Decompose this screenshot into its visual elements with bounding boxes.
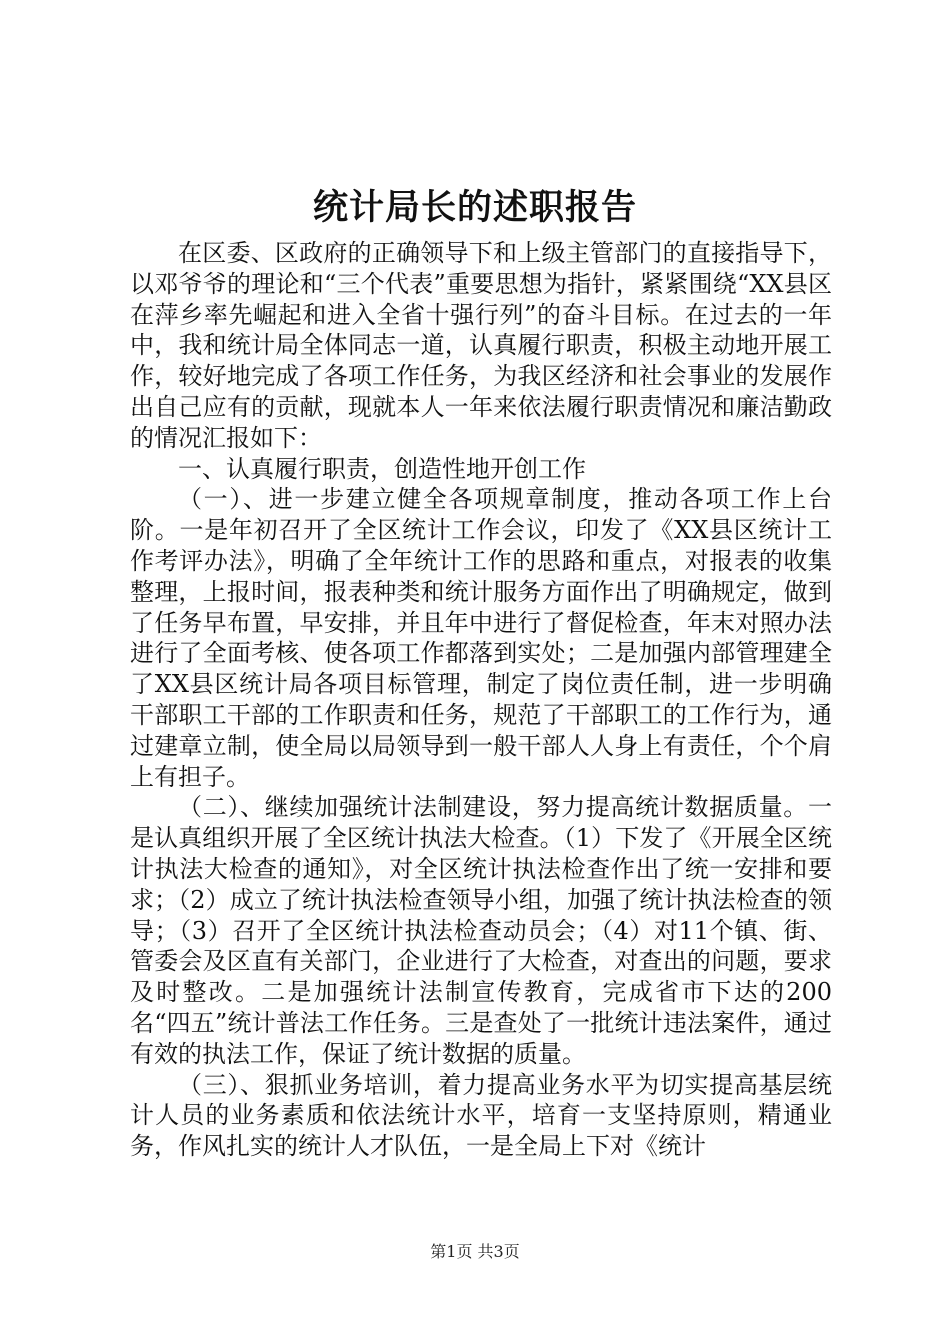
paragraph-section-1-3: （三）、狠抓业务培训，着力提高业务水平为切实提高基层统计人员的业务素质和依法统计水平，培育一支坚持原则，精通业务，作风扎实的统计人才队伍，一是全局上下对《统计 (130, 1070, 832, 1161)
document-body (130, 238, 832, 1162)
document-title: 统计局长的述职报告 (312, 187, 637, 228)
paragraph-section-1-1: （一）、进一步建立健全各项规章制度，推动各项工作上台阶。一是年初召开了全区统计工作会议，印发了《XX县区统计工作考评办法》，明确了全年统计工作的思路和重点，对报表的收集整理，上报时间，报表种类和统计服务方面作出了明确规定，做到了任务早布置，早安排，并且年中进行了督促检查，年末对照办法进行了全面考核、使各项工作都落到实处；二是加强内部管理建全了XX县区统计局各项目标管理，制定了岗位责任制，进一步明确干部职工干部的工作职责和任务，规范了干部职工的工作行为，通过建章立制，使全局以局领导到一般干部人人身上有责任，个个肩上有担子。 (130, 485, 832, 791)
page-number-footer: 第1页 共3页 (430, 1242, 520, 1261)
paragraph-section-1-2: （二）、继续加强统计法制建设，努力提高统计数据质量。一是认真组织开展了全区统计执法大检查。（1）下发了《开展全区统计执法大检查的通知》，对全区统计执法检查作出了统一安排和要求；（2）成立了统计执法检查领导小组，加强了统计执法检查的领导；（3）召开了全区统计执法检查动员会；（4）对11个镇、街、管委会及区直有关部门，企业进行了大检查，对查出的问题，要求及时整改。二是加强统计法制宣传教育，完成省市下达的200名“四五”统计普法工作任务。三是查处了一批统计违法案件，通过有效的执法工作，保证了统计数据的质量。 (130, 793, 832, 1068)
section-heading-1: 一、认真履行职责，创造性地开创工作 (178, 454, 586, 483)
paragraph-intro: 在区委、区政府的正确领导下和上级主管部门的直接指导下，以邓爷爷的理论和“三个代表”重要思想为指针，紧紧围绕“XX县区在萍乡率先崛起和进入全省十强行列”的奋斗目标。在过去的一年中，我和统计局全体同志一道，认真履行职责，积极主动地开展工作，较好地完成了各项工作任务，为我区经济和社会事业的发展作出自己应有的贡献，现就本人一年来依法履行职责情况和廉洁勤政的情况汇报如下： (130, 239, 832, 452)
